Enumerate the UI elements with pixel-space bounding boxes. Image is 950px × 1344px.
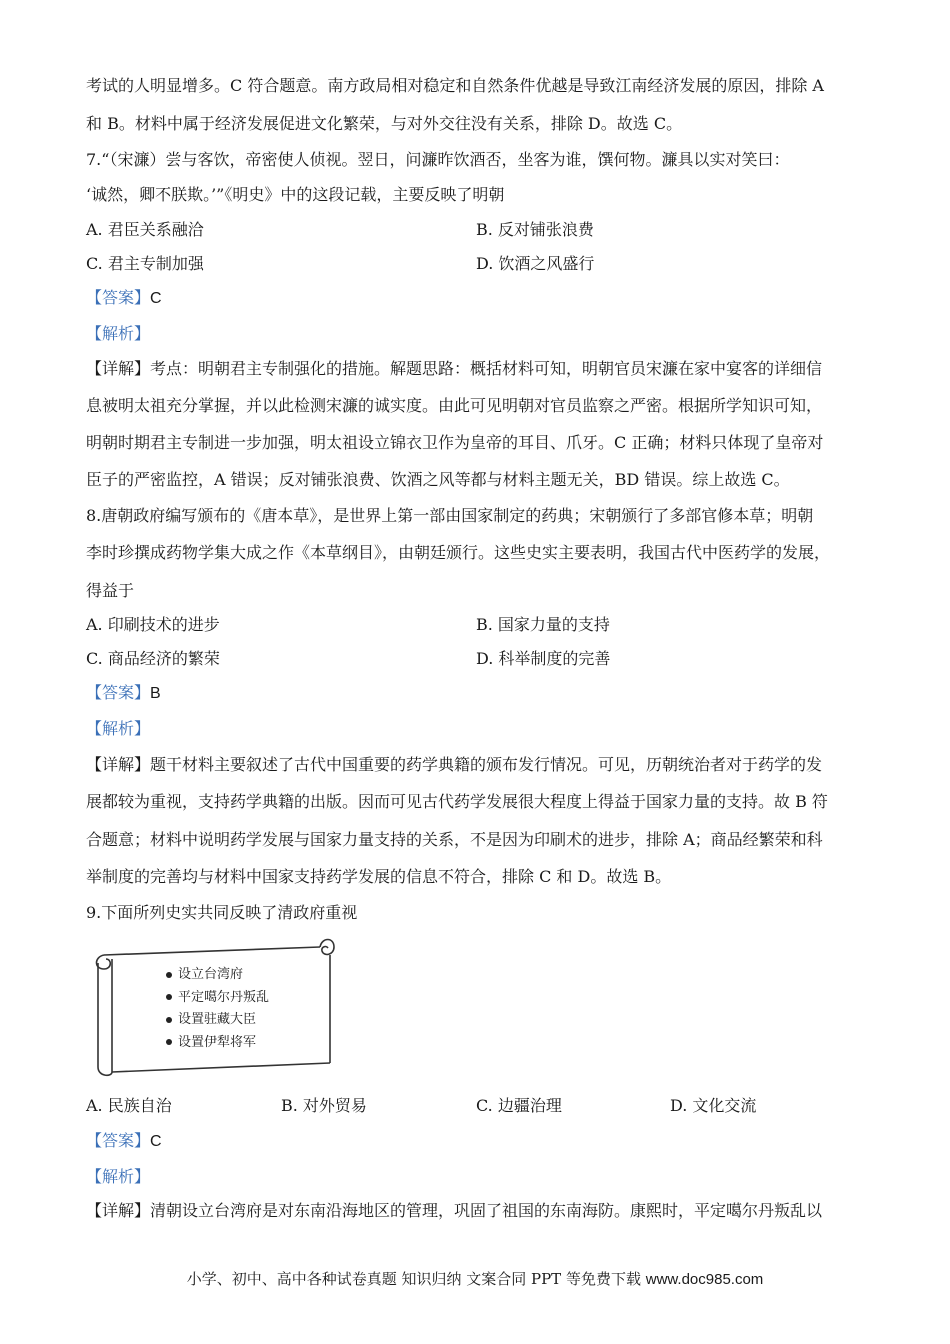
option-d: D. 科举制度的完善: [476, 649, 611, 668]
option-d: D. 文化交流: [670, 1096, 757, 1115]
scroll-item-list: [166, 964, 269, 1054]
option-c: C. 君主专制加强: [86, 254, 204, 273]
option-b: B. 国家力量的支持: [476, 615, 610, 634]
question-7-stem: ‘诚然，卿不朕欺。’”《明史》中的这段记载，主要反映了明朝: [86, 185, 505, 204]
analysis-tag: 【解析】: [86, 1167, 151, 1186]
question-8-stem: 李时珍撰成药物学集大成之作《本草纲目》，由朝廷颁行。这些史实主要表明，我国古代中医药学的发展，: [86, 543, 831, 562]
detail-line: [86, 358, 876, 380]
detail-line: [86, 1200, 876, 1222]
answer-tag: 【答案】: [86, 683, 151, 702]
text-line: 考试的人明显增多。C 符合题意。南方政局相对稳定和自然条件优越是导致江南经济发展的原因，排除 A: [86, 76, 824, 95]
bullet-icon: [166, 1039, 172, 1045]
question-8-stem: 得益于: [86, 581, 135, 600]
option-a: A. 民族自治: [86, 1096, 172, 1115]
option-c: C. 商品经济的繁荣: [86, 649, 220, 668]
detail-tag: 【详解】: [86, 755, 151, 774]
bullet-icon: [166, 1017, 172, 1023]
option-a: A. 印刷技术的进步: [86, 615, 220, 634]
footer-link[interactable]: www.doc985.com: [645, 1271, 764, 1288]
answer-line: [86, 1130, 876, 1153]
analysis-tag: 【解析】: [86, 719, 151, 738]
question-8-stem: 8.唐朝政府编写颁布的《唐本草》，是世界上第一部由国家制定的药典；宋朝颁行了多部官修本草；明朝: [86, 506, 814, 525]
option-a: A. 君臣关系融洽: [86, 220, 204, 239]
footer-text: 小学、初中、高中各种试卷真题 知识归纳 文案合同 PPT 等免费下载: [186, 1270, 646, 1288]
detail-line: 臣子的严密监控，A 错误；反对铺张浪费、饮酒之风等都与材料主题无关，BD 错误。综上故选 C。: [86, 470, 790, 489]
answer-value: C: [150, 1133, 162, 1150]
detail-line: 举制度的完善均与材料中国家支持药学发展的信息不符合，排除 C 和 D。故选 B。: [86, 867, 672, 886]
bullet-icon: [166, 994, 172, 1000]
detail-tag: 【详解】: [86, 1201, 151, 1220]
bullet-icon: [166, 972, 172, 978]
detail-line: 展都较为重视，支持药学典籍的出版。因而可见古代药学发展很大程度上得益于国家力量的支持。故 B 符: [86, 792, 828, 811]
question-7-stem: 7.“（宋濂）尝与客饮，帝密使人侦视。翌日，问濂昨饮酒否，坐客为谁，馔何物。濂具以实对笑曰：: [86, 150, 790, 169]
answer-tag: 【答案】: [86, 288, 151, 307]
page-footer: [0, 1268, 950, 1291]
option-c: C. 边疆治理: [476, 1096, 562, 1115]
option-b: B. 对外贸易: [281, 1096, 367, 1115]
scroll-item: 设立台湾府: [166, 964, 269, 987]
detail-line: 明朝时期君主专制进一步加强，明太祖设立锦衣卫作为皇帝的耳目、爪牙。C 正确；材料只体现了皇帝对: [86, 433, 824, 452]
analysis-tag: 【解析】: [86, 324, 151, 343]
scroll-item: 设置驻藏大臣: [166, 1009, 269, 1032]
detail-text: 清朝设立台湾府是对东南沿海地区的管理，巩固了祖国的东南海防。康熙时，平定噶尔丹叛乱以: [150, 1201, 823, 1220]
option-b: B. 反对铺张浪费: [476, 220, 594, 239]
answer-value: C: [150, 290, 162, 307]
answer-tag: 【答案】: [86, 1131, 151, 1150]
detail-text: 考点：明朝君主专制强化的措施。解题思路：概括材料可知，明朝官员宋濂在家中宴客的详细信: [150, 359, 823, 378]
answer-value: B: [150, 685, 161, 702]
scroll-item: 平定噶尔丹叛乱: [166, 987, 269, 1010]
scroll-item: 设置伊犁将军: [166, 1032, 269, 1055]
detail-tag: 【详解】: [86, 359, 151, 378]
text-line: 和 B。材料中属于经济发展促进文化繁荣，与对外交往没有关系，排除 D。故选 C。: [86, 114, 683, 133]
detail-line: [86, 754, 876, 776]
detail-line: 息被明太祖充分掌握，并以此检测宋濂的诚实度。由此可见明朝对官员监察之严密。根据所学知识可知，: [86, 396, 823, 415]
question-9-stem: 9.下面所列史实共同反映了清政府重视: [86, 903, 358, 922]
option-d: D. 饮酒之风盛行: [476, 254, 595, 273]
detail-line: 合题意；材料中说明药学发展与国家力量支持的关系，不是因为印刷术的进步，排除 A；商品经繁荣和科: [86, 830, 823, 849]
answer-line: [86, 287, 876, 310]
detail-text: 题干材料主要叙述了古代中国重要的药学典籍的颁布发行情况。可见，历朝统治者对于药学的发: [150, 755, 823, 774]
answer-line: [86, 682, 876, 705]
